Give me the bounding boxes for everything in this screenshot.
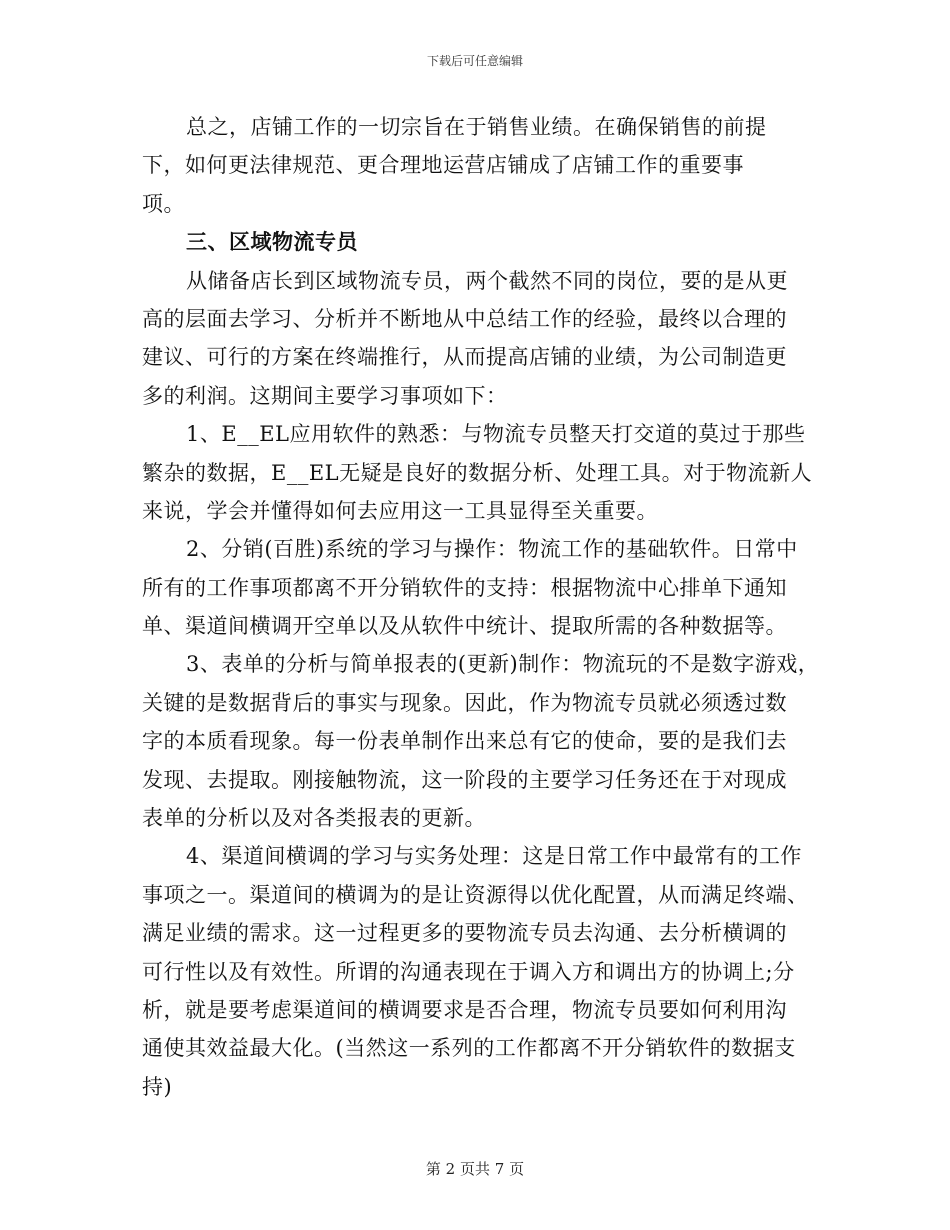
page-number: 第 2 页共 7 页 — [425, 1160, 525, 1178]
paragraph-line: 多的利润。这期间主要学习事项如下： — [142, 383, 508, 408]
page-header-note: 下载后可任意编辑 — [426, 54, 523, 68]
paragraph-line: 关键的是数据背后的事实与现象。因此，作为物流专员就必须透过数 — [142, 690, 787, 715]
paragraph-line: 总之，店铺工作的一切宗旨在于销售业绩。在确保销售的前提 — [186, 115, 767, 139]
paragraph-line: 通使其效益最大化。(当然这一系列的工作都离不开分销软件的数据支 — [142, 1036, 796, 1061]
section-heading: 三、区域物流专员 — [186, 229, 358, 255]
paragraph-line: 发现、去提取。刚接触物流，这一阶段的主要学习任务还在于对现成 — [142, 767, 787, 792]
paragraph-line: 单、渠道间横调开空单以及从软件中统计、提取所需的各种数据等。 — [142, 614, 787, 639]
list-item-line: 3、表单的分析与简单报表的(更新)制作：物流玩的不是数字游戏， — [186, 652, 820, 677]
paragraph-line: 来说，学会并懂得如何去应用这一工具显得至关重要。 — [142, 498, 658, 523]
paragraph-line: 从储备店长到区域物流专员，两个截然不同的岗位，要的是从更 — [186, 268, 788, 293]
list-item-line: 2、分销(百胜)系统的学习与操作：物流工作的基础软件。日常中 — [186, 537, 798, 562]
paragraph-line: 高的层面去学习、分析并不断地从中总结工作的经验，最终以合理的 — [142, 306, 787, 331]
paragraph-line: 下，如何更法律规范、更合理地运营店铺成了店铺工作的重要事 — [142, 153, 744, 178]
list-item-line: 4、渠道间横调的学习与实务处理：这是日常工作中最常有的工作 — [186, 844, 802, 869]
paragraph-line: 持) — [142, 1074, 173, 1099]
document-body — [142, 108, 820, 1106]
paragraph-line: 建议、可行的方案在终端推行，从而提高店铺的业绩，为公司制造更 — [142, 345, 787, 370]
paragraph-line: 表单的分析以及对各类报表的更新。 — [142, 806, 486, 831]
paragraph-line: 项。 — [142, 191, 185, 216]
paragraph-line: 字的本质看现象。每一份表单制作出来总有它的使命，要的是我们去 — [142, 729, 787, 754]
paragraph-line: 所有的工作事项都离不开分销软件的支持：根据物流中心排单下通知 — [142, 575, 787, 600]
list-item-line: 1、E__EL应用软件的熟悉：与物流专员整天打交道的莫过于那些 — [186, 422, 806, 447]
paragraph-line: 事项之一。渠道间的横调为的是让资源得以优化配置，从而满足终端、 — [142, 882, 809, 907]
paragraph-line: 析，就是要考虑渠道间的横调要求是否合理，物流专员要如何利用沟 — [142, 997, 787, 1022]
paragraph-line: 繁杂的数据，E__EL无疑是良好的数据分析、处理工具。对于物流新人 — [142, 460, 813, 485]
paragraph-line: 可行性以及有效性。所谓的沟通表现在于调入方和调出方的协调上;分 — [142, 959, 795, 984]
paragraph-line: 满足业绩的需求。这一过程更多的要物流专员去沟通、去分析横调的 — [142, 921, 787, 946]
